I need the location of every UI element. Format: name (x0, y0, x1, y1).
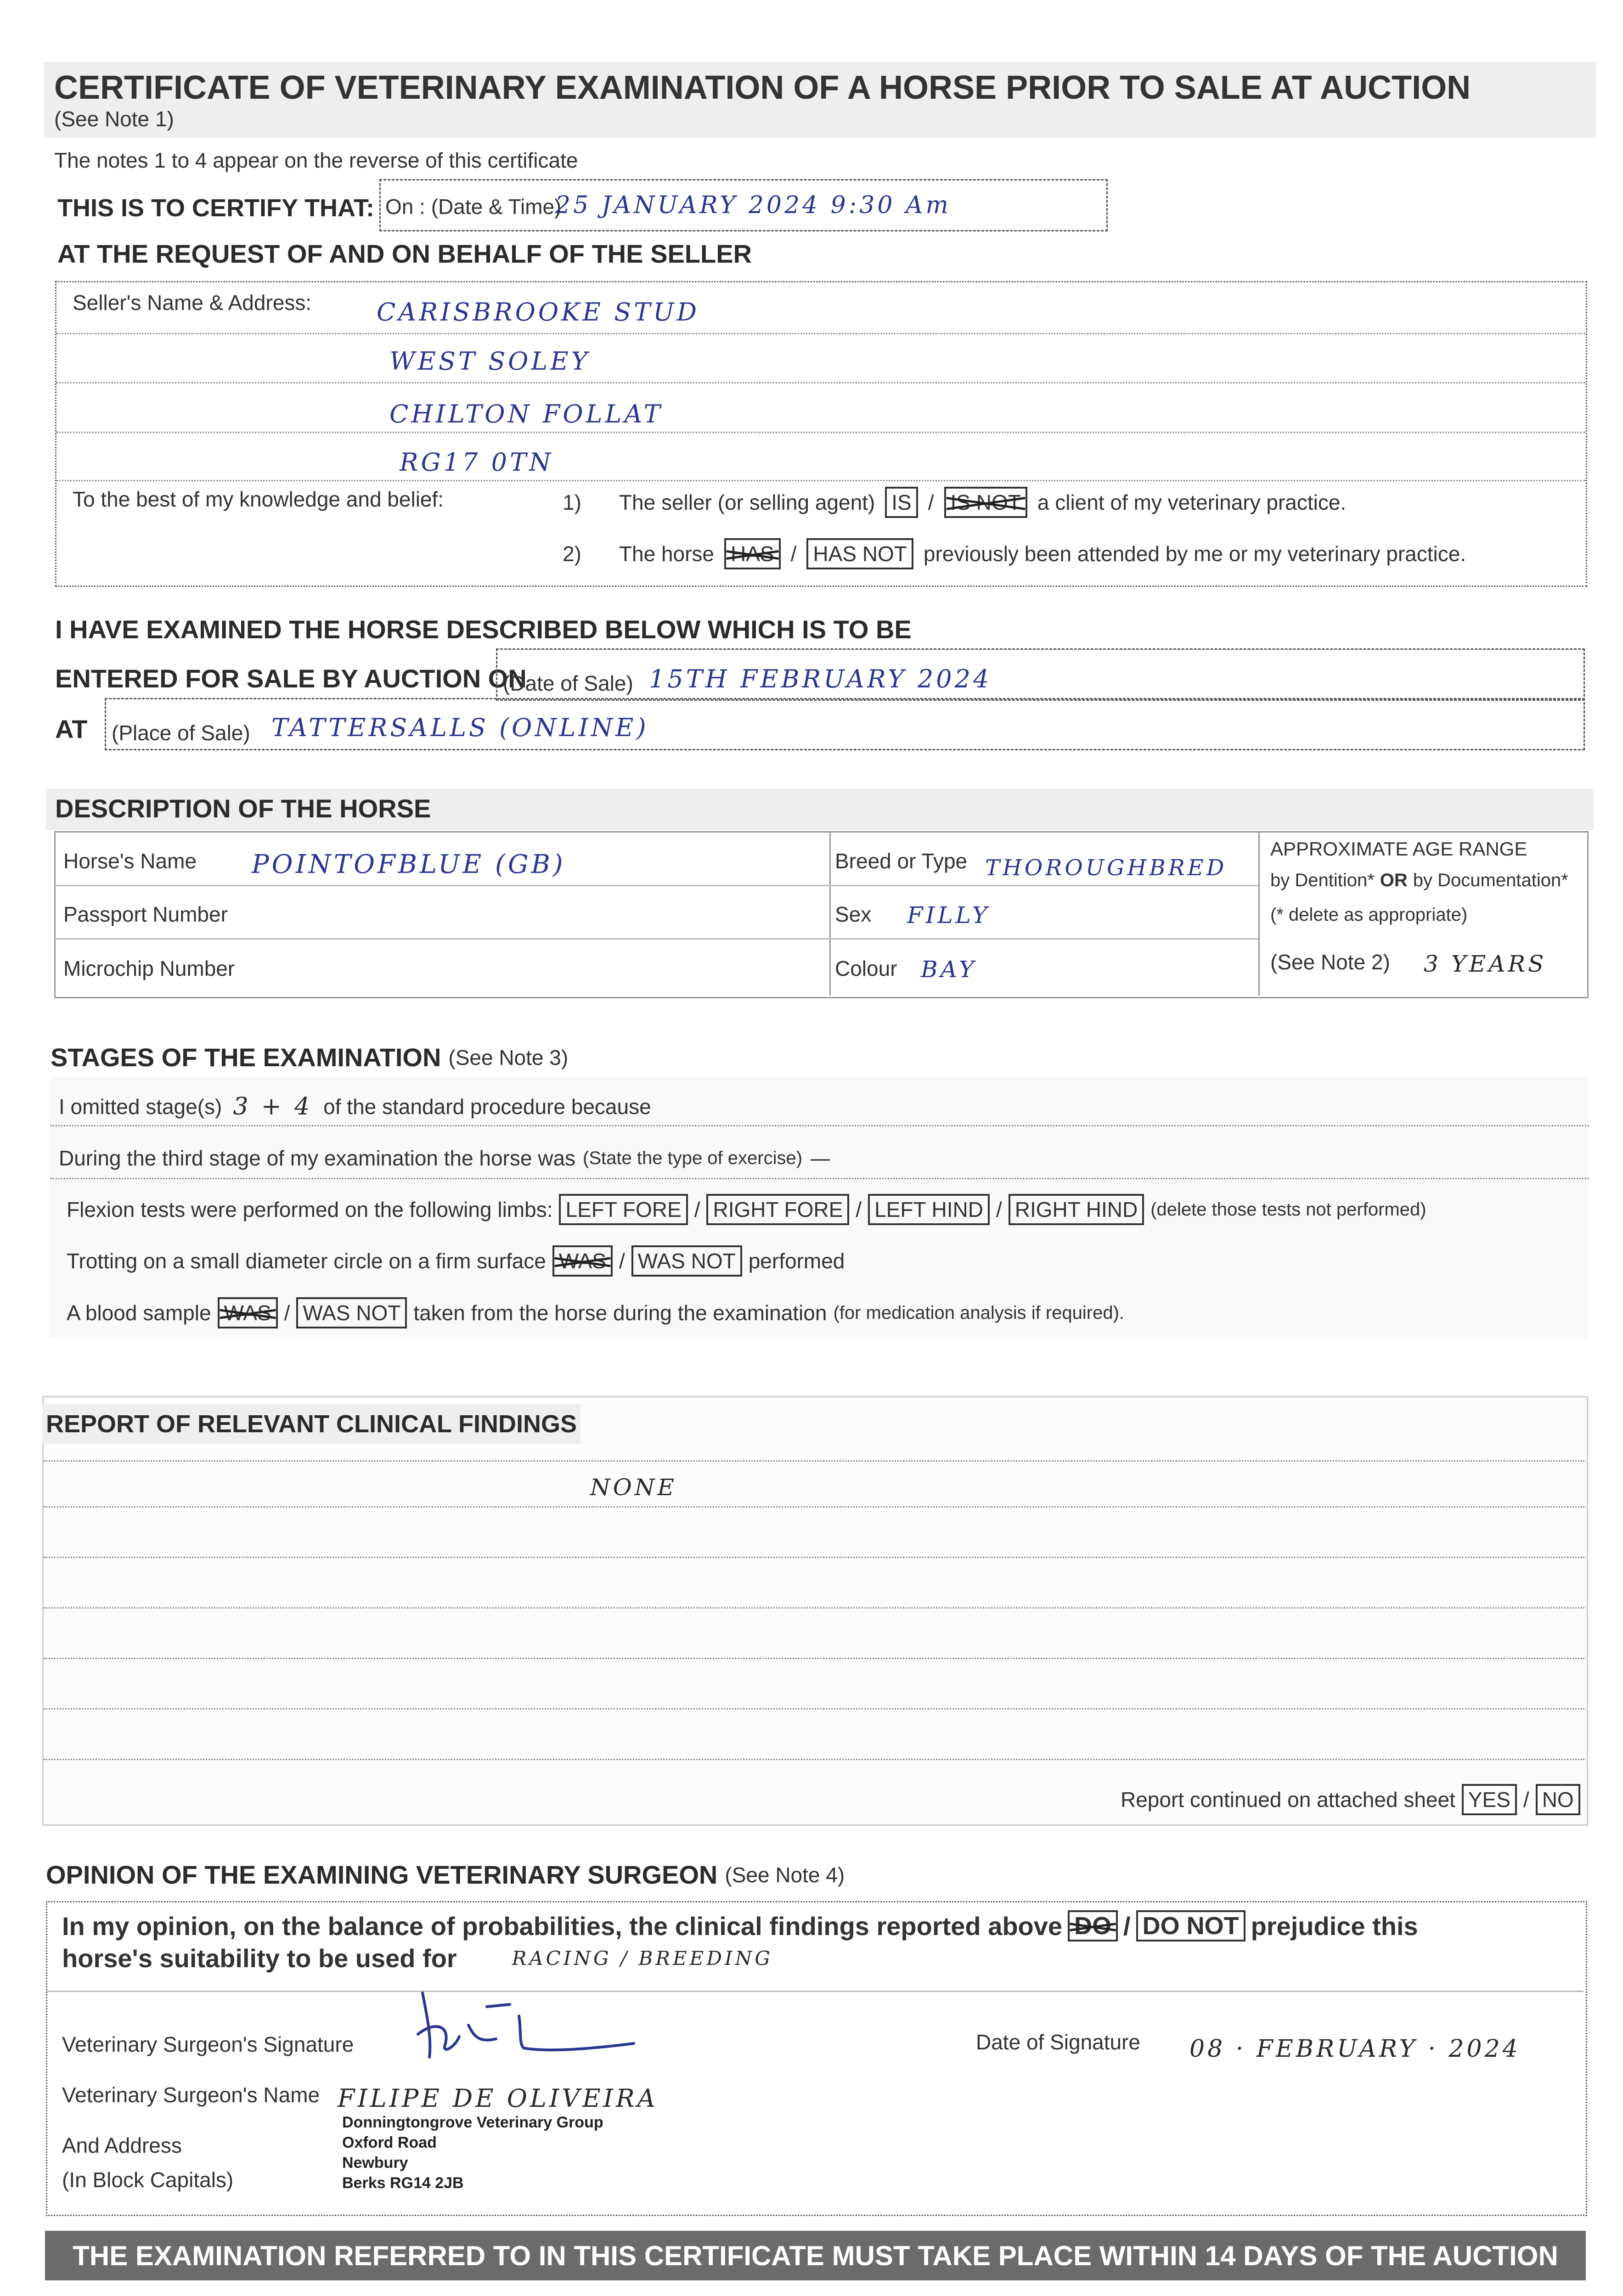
age-range-heading: APPROXIMATE AGE RANGE (1270, 838, 1527, 860)
trotting-pre: Trotting on a small diameter circle on a firm surface (67, 1249, 546, 1273)
belief-row-1 (563, 487, 1346, 518)
certify-label: THIS IS TO CERTIFY THAT: (57, 194, 375, 222)
omitted-row (59, 1093, 651, 1120)
examined-heading-1: I HAVE EXAMINED THE HORSE DESCRIBED BELOW WHICH IS TO BE (55, 615, 912, 644)
continued-yes[interactable]: YES (1462, 1784, 1517, 1815)
microchip-label: Microchip Number (63, 957, 235, 980)
seller-line-2[interactable]: WEST SOLEY (389, 347, 591, 376)
continued-label: Report continued on attached sheet (1121, 1788, 1455, 1812)
stamp-line-1: Donningtongrove Veterinary Group (342, 2114, 603, 2131)
place-of-sale-value: TATTERSALLS (ONLINE) (271, 713, 649, 742)
date-of-sale-label: (Date of Sale) (503, 671, 633, 695)
opinion-pre: In my opinion, on the balance of probabilities, the clinical findings reported above (62, 1911, 1063, 1941)
slash: / (619, 1249, 625, 1273)
slash: / (856, 1198, 862, 1221)
option-is[interactable]: IS (885, 487, 918, 518)
description-hline-1 (55, 885, 1258, 886)
belief-1-pre: The seller (or selling agent) (619, 490, 875, 514)
address-label: And Address (62, 2133, 182, 2157)
seller-line-4[interactable]: RG17 0TN (400, 448, 554, 477)
flexion-right-fore[interactable]: RIGHT FORE (706, 1194, 849, 1225)
date-of-signature-value[interactable]: 08 · FEBRUARY · 2024 (1189, 2035, 1521, 2063)
option-is-not-deleted[interactable]: IS NOT (944, 487, 1027, 518)
date-of-sale-field[interactable] (496, 648, 1585, 701)
opinion-line-1 (62, 1910, 1418, 1941)
practice-stamp (342, 2112, 603, 2193)
seller-label: Seller's Name & Address: (73, 291, 312, 315)
blood-note: (for medication analysis if required). (833, 1302, 1125, 1323)
stages-note: (See Note 3) (448, 1045, 569, 1069)
breed-label: Breed or Type (835, 849, 968, 873)
stages-rule-1 (51, 1125, 1589, 1126)
trotting-row (67, 1245, 845, 1277)
flexion-pre: Flexion tests were performed on the following limbs: (67, 1198, 553, 1221)
stages-heading-row (51, 1042, 568, 1072)
age-documentation[interactable]: by Documentation* (1413, 870, 1568, 890)
slash: / (284, 1301, 290, 1325)
stages-heading: STAGES OF THE EXAMINATION (51, 1043, 441, 1072)
blood-pre: A blood sample (67, 1301, 211, 1325)
place-of-sale-label: (Place of Sale) (112, 721, 250, 745)
footer-text: THE EXAMINATION REFERRED TO IN THIS CERTIFICATE MUST TAKE PLACE WITHIN 14 DAYS OF THE AUCTION (73, 2240, 1558, 2271)
opinion-do-not[interactable]: DO NOT (1136, 1910, 1245, 1941)
seller-line-1[interactable]: CARISBROOKE STUD (377, 298, 699, 326)
vet-name-value[interactable]: FILIPE DE OLIVEIRA (338, 2084, 658, 2113)
flexion-post: (delete those tests not performed) (1150, 1199, 1426, 1220)
age-range-methods (1270, 870, 1568, 891)
age-dentition[interactable]: by Dentition* (1270, 870, 1375, 890)
colour-value[interactable]: BAY (921, 956, 977, 983)
date-of-sale-value: 15TH FEBRUARY 2024 (649, 664, 992, 693)
belief-2-pre: The horse (619, 542, 715, 566)
on-date-field[interactable] (379, 179, 1108, 231)
belief-2-number: 2) (563, 542, 581, 566)
opinion-divider (47, 1991, 1584, 1992)
stages-rule-2 (51, 1178, 1589, 1179)
third-stage-note: (State the type of exercise) (583, 1148, 803, 1168)
report-rule-1 (44, 1460, 1584, 1462)
on-date-value: 25 JANUARY 2024 9:30 Am (555, 191, 951, 219)
opinion-do-deleted[interactable]: DO (1068, 1910, 1118, 1941)
flexion-left-hind[interactable]: LEFT HIND (868, 1194, 990, 1225)
belief-1-post: a client of my veterinary practice. (1037, 490, 1347, 514)
slash: / (996, 1198, 1002, 1221)
opinion-post: prejudice this (1251, 1911, 1418, 1941)
omitted-post: of the standard procedure because (323, 1095, 651, 1119)
description-divider-2 (1258, 832, 1260, 996)
slash: / (694, 1198, 700, 1221)
option-has-not[interactable]: HAS NOT (806, 538, 913, 569)
opinion-line-2-text: horse's suitability to be used for (62, 1944, 457, 1973)
report-rule-2 (44, 1506, 1584, 1508)
opinion-use-value[interactable]: RACING / BREEDING (512, 1947, 773, 1970)
slash: / (790, 542, 797, 566)
on-date-label: On : (Date & Time) (385, 195, 562, 219)
slash: / (1523, 1788, 1529, 1812)
report-heading: REPORT OF RELEVANT CLINICAL FINDINGS (42, 1404, 580, 1444)
flexion-left-fore[interactable]: LEFT FORE (559, 1194, 688, 1225)
block-capitals-label: (In Block Capitals) (62, 2168, 234, 2192)
belief-row-2 (563, 538, 1466, 569)
notes-text: The notes 1 to 4 appear on the reverse of this certificate (54, 148, 578, 172)
stamp-line-4: Berks RG14 2JB (342, 2174, 464, 2192)
belief-label: To the best of my knowledge and belief: (73, 487, 444, 511)
sex-value[interactable]: FILLY (907, 902, 990, 929)
breed-value[interactable]: THOROUGHBRED (985, 855, 1227, 881)
third-stage-pre: During the third stage of my examination the horse was (59, 1146, 576, 1170)
seller-rule-4 (56, 480, 1585, 481)
description-hline-2 (55, 938, 1258, 940)
colour-label: Colour (835, 957, 897, 980)
belief-2-post: previously been attended by me or my veterinary practice. (923, 542, 1466, 566)
report-rule-4 (44, 1607, 1584, 1609)
place-of-sale-field[interactable] (105, 698, 1585, 750)
seller-rule-1 (56, 333, 1585, 334)
blood-post: taken from the horse during the examination (413, 1301, 827, 1325)
examined-heading-2: ENTERED FOR SALE BY AUCTION ON (55, 664, 527, 693)
horse-name-label: Horse's Name (63, 849, 197, 873)
opinion-heading-row (46, 1860, 845, 1890)
horse-name-value[interactable]: POINTOFBLUE (GB) (252, 850, 566, 879)
report-rule-5 (44, 1658, 1584, 1659)
flexion-row (67, 1194, 1426, 1225)
blood-row (67, 1297, 1124, 1328)
passport-label: Passport Number (63, 902, 228, 926)
trotting-was-deleted[interactable]: WAS (552, 1245, 613, 1277)
date-of-signature-label: Date of Signature (976, 2030, 1141, 2054)
at-label: AT (55, 715, 88, 743)
footer-banner (45, 2231, 1586, 2280)
report-value[interactable]: NONE (590, 1474, 677, 1501)
slash: / (928, 490, 934, 514)
description-divider-1 (829, 832, 831, 996)
signature-image (404, 1979, 652, 2071)
blood-was-deleted[interactable]: WAS (218, 1297, 278, 1328)
slash: / (1123, 1911, 1131, 1941)
signature-label: Veterinary Surgeon's Signature (62, 2032, 354, 2056)
omitted-value[interactable]: 3 + 4 (233, 1093, 313, 1120)
stamp-line-2: Oxford Road (342, 2134, 437, 2151)
report-rule-3 (44, 1557, 1584, 1558)
sex-label: Sex (835, 902, 872, 926)
flexion-right-hind[interactable]: RIGHT HIND (1009, 1194, 1144, 1225)
certificate-title: CERTIFICATE OF VETERINARY EXAMINATION OF A HORSE PRIOR TO SALE AT AUCTION (54, 69, 1471, 106)
vet-name-label: Veterinary Surgeon's Name (62, 2083, 320, 2107)
stamp-line-3: Newbury (342, 2154, 408, 2172)
belief-1-number: 1) (563, 490, 581, 514)
age-delete-note: (* delete as appropriate) (1270, 905, 1468, 925)
opinion-note: (See Note 4) (725, 1863, 845, 1887)
option-has-deleted[interactable]: HAS (724, 538, 781, 569)
third-stage-row (59, 1146, 834, 1171)
age-see-note-2: (See Note 2) (1270, 950, 1390, 974)
seller-rule-2 (56, 382, 1585, 383)
seller-line-3[interactable]: CHILTON FOLLAT (389, 400, 663, 428)
opinion-heading: OPINION OF THE EXAMINING VETERINARY SURGEON (46, 1860, 718, 1889)
report-rule-7 (44, 1759, 1584, 1760)
opinion-line-2 (62, 1943, 773, 1973)
seller-rule-3 (56, 432, 1585, 433)
report-rule-6 (44, 1708, 1584, 1710)
trotting-post: performed (748, 1249, 845, 1273)
age-or: OR (1380, 870, 1408, 890)
third-stage-value[interactable]: — (810, 1146, 834, 1171)
continued-no[interactable]: NO (1536, 1784, 1580, 1815)
blood-was-not[interactable]: WAS NOT (296, 1297, 407, 1328)
description-heading: DESCRIPTION OF THE HORSE (55, 794, 431, 823)
omitted-pre: I omitted stage(s) (59, 1095, 222, 1119)
trotting-was-not[interactable]: WAS NOT (631, 1245, 742, 1277)
continued-row (1121, 1784, 1580, 1815)
see-note-1: (See Note 1) (54, 107, 174, 131)
request-heading: AT THE REQUEST OF AND ON BEHALF OF THE SELLER (57, 239, 752, 268)
age-value[interactable]: 3 YEARS (1424, 951, 1547, 977)
